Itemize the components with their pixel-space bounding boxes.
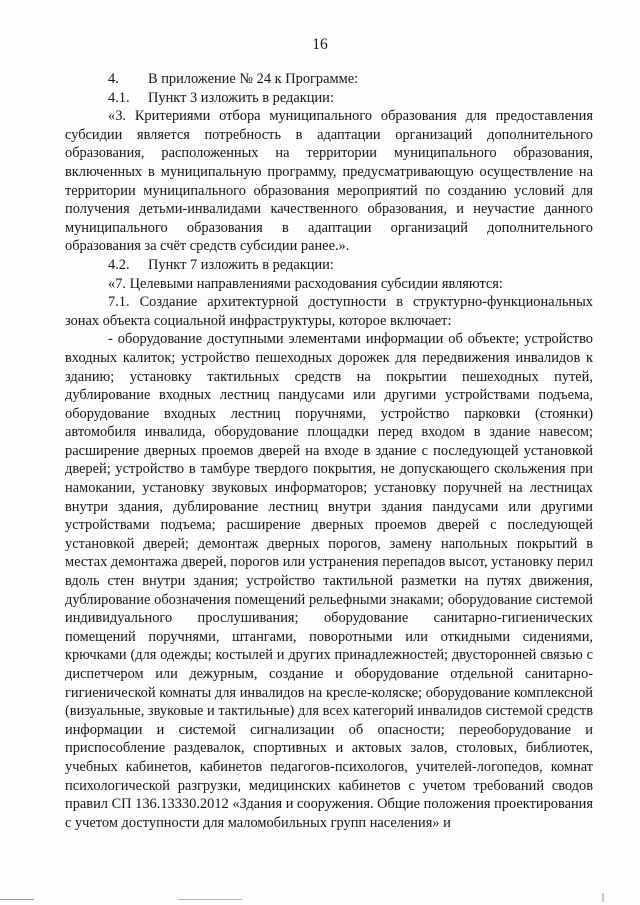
list-item — [65, 89, 593, 108]
item-number: 4.1. — [108, 89, 130, 106]
paragraph-accessibility-list: - оборудование доступными элементами информации об объекте; устройство входных калиток; устройство пешеходных дорожек для передвижения инвалидов к зданию; установку тактильных средств на покрытии пешеходных путей, дублирование входных лестниц пандусами или другими устройствами подъема, оборудование входных лестниц поручнями, устройство парковки (стоянки) автомобиля инвалида, оборудование площадки перед входом в здание навесом; расширение дверных проемов дверей на входе в здание с последующей установкой дверей; устройство в тамбуре твердого покрытия, не допускающего скольжения при намокании, установку звуковых информаторов; установку поручней на лестницах внутри здания, дублирование лестниц внутри здания пандусами или другими устройствами подъема; расширение дверных проемов дверей с последующей установкой дверей; демонтаж дверных порогов, замену напольных покрытий в местах демонтажа дверей, порогов или устранения перепадов высот, установку перил вдоль стен внутри здания; устройство тактильной разметки на путях движения, дублирование обозначения помещений рельефными знаками; оборудование системой индивидуального прослушивания; оборудование санитарно-гигиенических помещений поручнями, штангами, поворотными или откидными сидениями, крючками (для одежды; костылей и других принадлежностей; двусторонней связью с диспетчером или дежурным, создание и оборудование отдельной санитарно-гигиенической комнаты для инвалидов на кресле-коляске; оборудование комплексной (визуальные, звуковые и тактильные) для всех категорий инвалидов системой средств информации и системой сигнализации об опасности; переоборудование и приспособление раздевалок, спортивных и актовых залов, столовых, библиотек, учебных кабинетов, кабинетов педагогов-психологов, учителей-логопедов, комнат психологической разгрузки, медицинских кабинетов с учетом требований сводов правил СП 136.13330.2012 «Здания и сооружения. Общие положения проектирования с учетом доступности для маломобильных групп населения» и — [65, 331, 594, 831]
scan-mark — [602, 893, 604, 902]
paragraph-criteria: «3. Критериями отбора муниципального образования для предоставления субсидии является потребность в адаптации организаций дополнительного образования, расположенных на территории муниципального образования, включенных в муниципальную программу, предусматривающую осуществление на территории муниципального образования мероприятий по созданию условий для получения детьми-инвалидами качественного образования, и неучастие данного муниципального образования в адаптации организаций дополнительного образования за счёт средств субсидии ранее.». — [65, 108, 593, 255]
paragraph-accessibility: 7.1. Создание архитектурной доступности в структурно-функциональных зонах объекта социальной инфраструктуры, которое включает: — [65, 294, 593, 329]
document-body — [65, 70, 593, 832]
scan-line — [0, 899, 34, 900]
item-text: Пункт 7 изложить в редакции: — [148, 256, 334, 273]
paragraph-target-directions: «7. Целевыми направлениями расходования субсидии являются: — [108, 275, 503, 292]
scan-line — [178, 899, 242, 900]
list-item — [65, 256, 593, 275]
item-number: 4.2. — [108, 256, 130, 273]
item-text: В приложение № 24 к Программе: — [148, 71, 359, 87]
scan-artifacts — [0, 893, 640, 905]
list-item — [65, 70, 593, 89]
item-number: 4. — [108, 71, 119, 87]
item-text: Пункт 3 изложить в редакции: — [148, 89, 334, 106]
page-number: 16 — [312, 36, 328, 53]
